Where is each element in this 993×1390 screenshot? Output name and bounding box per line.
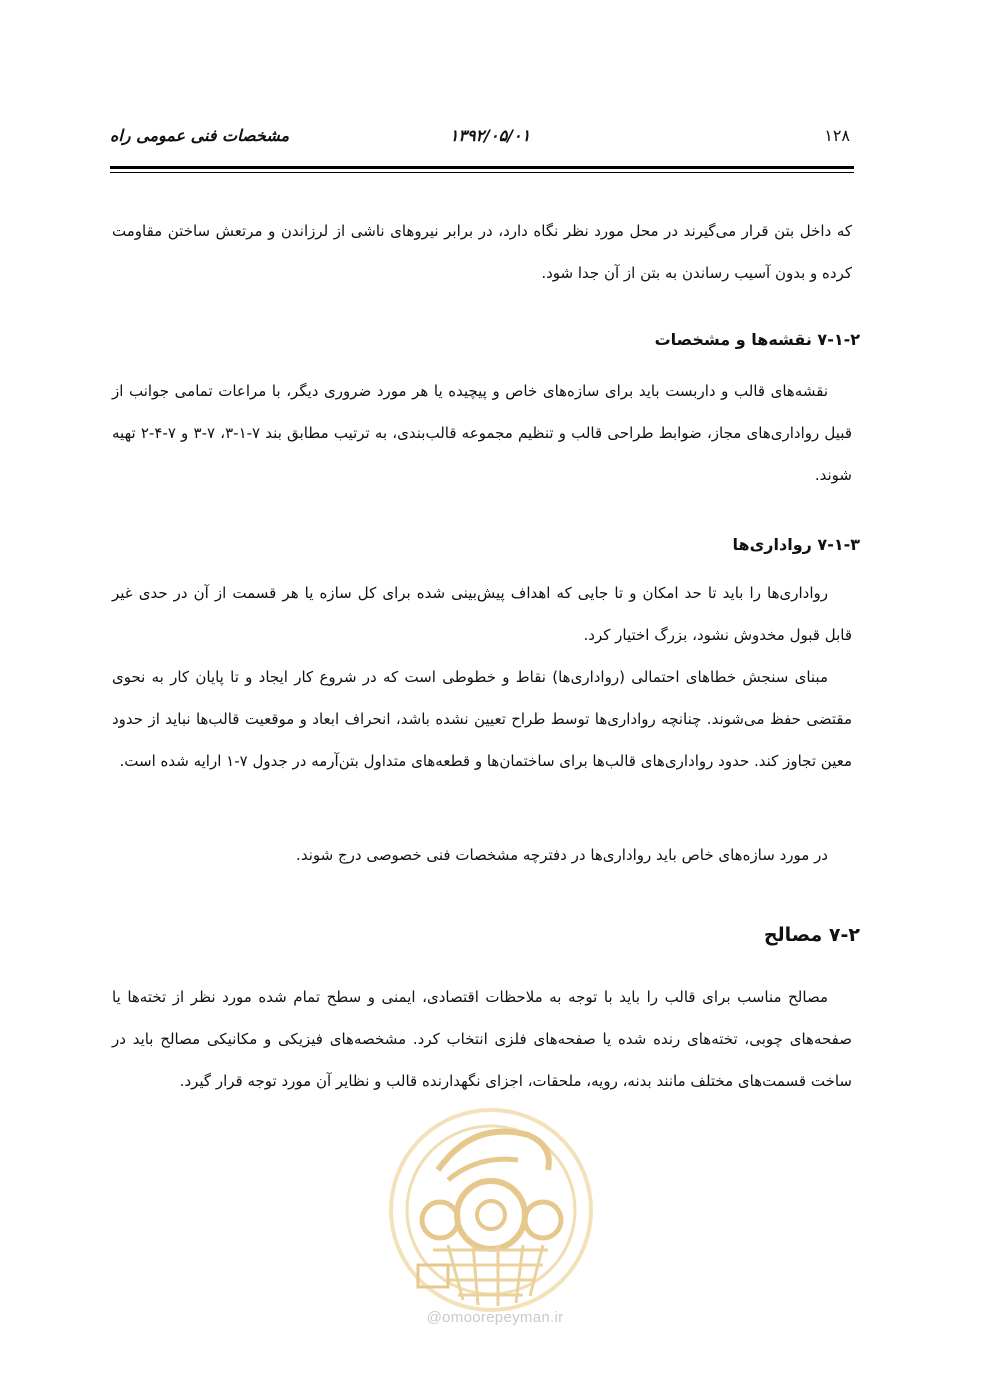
page-number: ۱۲۸	[824, 126, 850, 145]
paragraph-intro: که داخل بتن قرار می‌گیرند در محل مورد نظر نگاه دارد، در برابر نیروهای ناشی از لرزاندن و مرتعش ساختن مقاومت کرده و بدون آسیب رساندن به بتن از آن جدا شود.	[112, 222, 852, 282]
paragraph-7-1-2: نقشه‌های قالب و داربست باید برای سازه‌های خاص و پیچیده یا هر مورد ضروری دیگر، با مراعات تمامی جوانب از قبیل رواداری‌های مجاز، ضوابط طراحی قالب و تنظیم مجموعه قالب‌بندی، به ترتیب مطابق بند ۷-۱-۳، ۷-۳ و ۷-۴-۲ تهیه شوند.	[112, 382, 852, 484]
header-rule-thick	[110, 166, 854, 169]
header-date: ۱۳۹۲/۰۵/۰۱	[449, 126, 531, 145]
section-heading-7-2: ۷-۲ مصالح	[763, 924, 860, 946]
paragraph-7-1-3-a: رواداری‌ها را باید تا حد امکان و تا جایی که اهداف پیش‌بینی شده برای کل سازه یا هر قسمت از آن در حدی غیر قابل قبول مخدوش نشود، بزرگ اختیار کرد.	[112, 584, 852, 644]
paragraph-7-1-3-b: مبنای سنجش خطاهای احتمالی (رواداری‌ها) نقاط و خطوطی است که در شروع کار ایجاد و تا پایان کار به نحوی مقتضی حفظ می‌شوند. چنانچه رواداری‌ها توسط طراح تعیین نشده باشد، انحراف ابعاد و موقعیت قالب‌ها نباید از حدود معین تجاوز کند. حدود رواداری‌های قالب‌ها برای ساختمان‌ها و قطعه‌های متداول بتن‌آرمه در جدول ۷-۱ ارایه شده است.	[112, 668, 852, 770]
paragraph-7-2: مصالح مناسب برای قالب را باید با توجه به ملاحظات اقتصادی، ایمنی و سطح تمام شده مورد نظر از تخته‌ها یا صفحه‌های چوبی، تخته‌های رنده شده یا صفحه‌های فلزی انتخاب کرد. مشخصه‌های فیزیکی و مکانیکی مصالح باید در ساخت قسمت‌های مختلف مانند بدنه، رویه، ملحقات، اجزای نگهدارنده قالب و نظایر آن مورد توجه قرار گیرد.	[112, 988, 852, 1090]
paragraph-7-1-3-c: در مورد سازه‌های خاص باید رواداری‌ها در دفترچه مشخصات فنی خصوصی درج شوند.	[296, 846, 828, 864]
section-heading-7-1-2: ۷-۱-۲ نقشه‌ها و مشخصات	[654, 330, 860, 349]
header-title: مشخصات فنی عمومی راه	[110, 126, 290, 145]
watermark-url: @omoorepeyman.ir	[426, 1309, 564, 1326]
section-heading-7-1-3: ۷-۱-۳ رواداری‌ها	[732, 535, 860, 554]
header-rule-thin	[110, 172, 854, 173]
omoorepeyman-logo-icon	[378, 1100, 608, 1320]
